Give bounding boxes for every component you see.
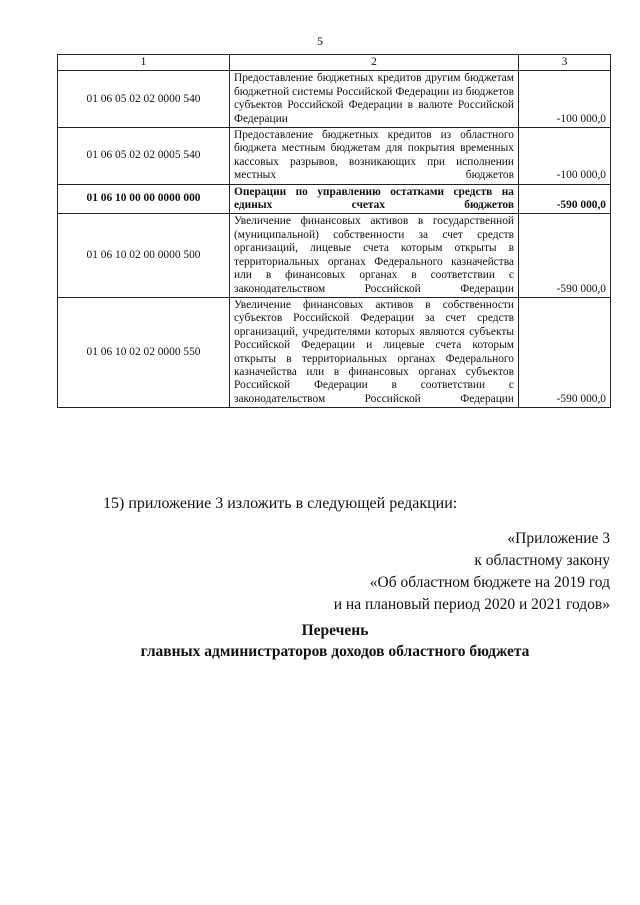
appendix-line: «Приложение 3 [507, 530, 610, 547]
row-description: Операции по управлению остатками средств на единых счетах бюджетов [230, 184, 519, 214]
table-row [58, 71, 611, 128]
row-description: Увеличение финансовых активов в государственной (муниципальной) собственности за счет средств организаций, лицевые счета которым открыты в территориальных органах Федерального казначейства или в финансовых органах в соответствии с законодательством Российской Федерации [230, 214, 519, 297]
row-description: Увеличение финансовых активов в собственности субъектов Российской Федерации за счет средств организаций, учредителями которых являются субъекты Российской Федерации и лицевые счета которым открыты в территориальных органах Федерального казначейства или в финансовых органах субъектов Российской Федерации в соответствии с законодательством Российской Федерации [230, 297, 519, 407]
row-amount: -590 000,0 [519, 297, 611, 407]
row-description: Предоставление бюджетных кредитов другим бюджетам бюджетной системы Российской Федерации из бюджетов субъектов Российской Федерации в валюте Российской Федерации [230, 71, 519, 128]
table-row [58, 128, 611, 185]
table-row [58, 214, 611, 297]
table-row [58, 297, 611, 407]
column-header-3: 3 [519, 55, 611, 71]
row-amount: -100 000,0 [519, 128, 611, 185]
budget-table [57, 54, 611, 408]
row-code: 01 06 10 02 02 0000 550 [58, 297, 230, 407]
appendix-line: к областному закону [474, 552, 610, 569]
row-amount: -590 000,0 [519, 214, 611, 297]
row-code: 01 06 10 02 00 0000 500 [58, 214, 230, 297]
document-title [0, 620, 640, 662]
title-line: главных администраторов доходов областного бюджета [140, 643, 530, 660]
row-code: 01 06 05 02 02 0000 540 [58, 71, 230, 128]
row-description: Предоставление бюджетных кредитов из областного бюджета местным бюджетам для покрытия временных кассовых разрывов, возникающих при исполнении местных бюджетов [230, 128, 519, 185]
table-header-row [58, 55, 611, 71]
title-line: Перечень [301, 622, 369, 639]
row-code: 01 06 05 02 02 0005 540 [58, 128, 230, 185]
appendix-header [334, 528, 610, 616]
page-number: 5 [317, 34, 323, 48]
column-header-1: 1 [58, 55, 230, 71]
paragraph-15: 15) приложение 3 изложить в следующей редакции: [103, 495, 458, 512]
appendix-line: и на плановый период 2020 и 2021 годов» [333, 596, 610, 613]
row-amount: -100 000,0 [519, 71, 611, 128]
row-amount: -590 000,0 [519, 184, 611, 214]
appendix-line: «Об областном бюджете на 2019 год [369, 574, 610, 591]
table-row-bold [58, 184, 611, 214]
column-header-2: 2 [230, 55, 519, 71]
row-code: 01 06 10 00 00 0000 000 [58, 184, 230, 214]
